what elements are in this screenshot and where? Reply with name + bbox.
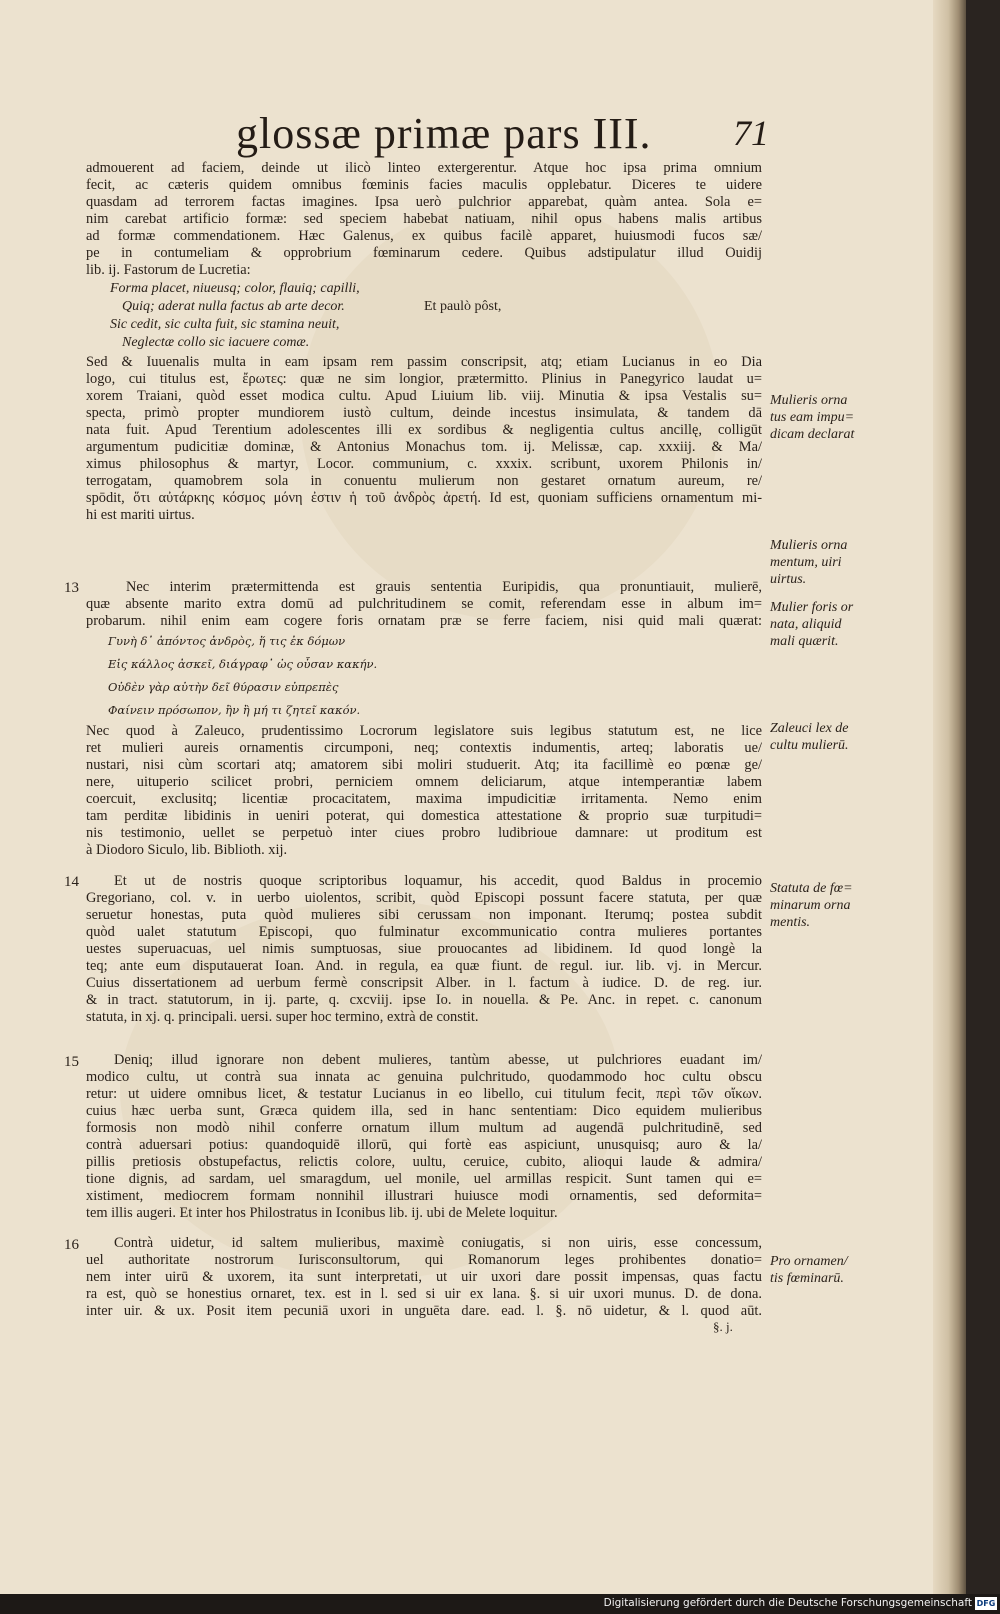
text-line: nere, uituperio scilicet probri, perniciem omnem deliciarum, atque intemperantiæ labem bbox=[86, 774, 762, 790]
running-header bbox=[0, 108, 966, 158]
paragraph-euripides bbox=[86, 579, 762, 630]
text-line: tam perditæ libidinis in ueniri poterat, qui domestica attestatione & proprio suæ turpitudi= bbox=[86, 808, 762, 824]
text-line: Sed & Iuuenalis multa in eam ipsam rem passim conscripsit, atq; etiam Lucianus in eo Dia bbox=[86, 354, 762, 370]
side-note: Pro ornamen/ tis fœminarū. bbox=[770, 1254, 848, 1286]
text-line: cuius hæc uerba sunt, Græca quidem illa, sed in hanc sententiam: Dico equidem mulieribus bbox=[86, 1103, 762, 1119]
text-line: inter uir. & ux. Posit item pecuniā uxori in unguēta dare. ead. l. §. nō uidetur, & l. quod aūt. bbox=[86, 1303, 762, 1319]
verse-line: Forma placet, niueusq; color, flauiq; capilli, bbox=[110, 281, 360, 296]
text-line: contrà aduersari potius: quandoquidē illorū, qui fortè eas aspiciunt, unusquisq; auro & la/ bbox=[86, 1137, 762, 1153]
text-line: nim carebat artificio formæ: sed speciem habebat natiuam, nihil opus habens malis artibus bbox=[86, 211, 762, 227]
text-line: ret mulieri aureis ornamentis circumponi, neq; contextis indumentis, arteq; laboratis ue/ bbox=[86, 740, 762, 756]
greek-verse-line: Οὐδὲν γὰρ αὐτὴν δεῖ θύρασιν εὐπρεπὲς bbox=[108, 680, 339, 694]
text-line: Contrà uidetur, id saltem mulieribus, maximè coniugatis, si non uiris, esse concessum, bbox=[114, 1235, 762, 1251]
text-line: xistiment, mediocrem formam nonnihil illustrari huiusce modi ornamentis, sed deformita= bbox=[86, 1188, 762, 1204]
side-note: Statuta de fœ= minarum orna mentis. bbox=[770, 881, 853, 930]
greek-verse-line: Γυνὴ δ᾽ ἀπόντος ἀνδρὸς, ἥ τις ἐκ δόμων bbox=[108, 634, 346, 648]
text-line: Cuius dissertationem ad uerbum fermè conscripsit Alber. in l. factum à iudice. D. de reg. iur. bbox=[86, 975, 762, 991]
verse-line: Quiq; aderat nulla factus ab arte decor. bbox=[122, 299, 345, 314]
page-edge-shadow bbox=[933, 0, 966, 1594]
text-line: admouerent ad faciem, deinde ut ilicò linteo extergerentur. Atque hoc ipsa prima omnium bbox=[86, 160, 762, 176]
text-line: retur: ut uidere omnibus licet, & testatur Lucianus in eo libello, cui titulum fecit, περὶ τῶν οἴκων. bbox=[86, 1086, 762, 1102]
text-line: tione dignis, ad sardam, uel smaragdum, uel monile, uel armillas respicit. Sunt tamen qui e= bbox=[86, 1171, 762, 1187]
text-line: terrogatam, quamobrem sola in conuentu mulierum non gestaret ornatum aureum, re/ bbox=[86, 473, 762, 489]
text-line: coercuit, exclusitq; licentiæ procacitatem, maxima impudicitiæ irritamenta. Nemo enim bbox=[86, 791, 762, 807]
dfg-logo-icon: DFG bbox=[976, 1599, 996, 1608]
side-note: Mulier foris or nata, aliquid mali quærit. bbox=[770, 600, 854, 649]
section-number: 15 bbox=[64, 1054, 79, 1070]
text-line: tem illis augeri. Et inter hos Philostratus in Iconibus lib. ij. ubi de Melete loquitur. bbox=[86, 1205, 558, 1221]
text-line: modico cultu, ut contrà sua innata ac genuina pulchritudo, quodammodo hoc cultu obscu bbox=[86, 1069, 762, 1085]
paragraph-baldus bbox=[86, 873, 762, 1026]
text-line: ad formæ commendationem. Hæc Galenus, ex quibus facilè apparet, huiusmodi fucos sæ/ bbox=[86, 228, 762, 244]
paragraph-zaleucus bbox=[86, 723, 762, 859]
paragraph-lucianus bbox=[86, 1052, 762, 1222]
text-line: quasdam ad terrorem factas imagines. Ipsa uerò pulchrior apparebat, quàm antea. Sola e= bbox=[86, 194, 762, 210]
text-line: Nec quod à Zaleuco, prudentissimo Locrorum legislatore suis legibus statutum est, ne lice bbox=[86, 723, 762, 739]
side-note: Zaleuci lex de cultu mulierū. bbox=[770, 721, 849, 753]
text-line: ra est, quò se honestius ornaret, tex. est in l. sed si uir ex lana. §. si uir uxori munus. D. de dona. bbox=[86, 1286, 762, 1302]
text-line: seruetur honestas, puta quòd mulieres sibi cerussam non imponant. Iterumq; postea subdit bbox=[86, 907, 762, 923]
text-line: nustari, nisi cùm scortari atq; amatorem sibi moliri studuerit. Atq; ita facillimè eo pœnæ ge/ bbox=[86, 757, 762, 773]
paragraph-contra bbox=[86, 1235, 762, 1320]
catchword: §. j. bbox=[713, 1319, 733, 1334]
text-line: pe in contumeliam & opprobrium fœminarum cedere. Quibus adstipulatur illud Ouidij bbox=[86, 245, 762, 261]
text-line: specta, primò propter mundiorem iustò cultum, deinde incestus insimulata, & tandem dā bbox=[86, 405, 762, 421]
paragraph-iuuenalis bbox=[86, 354, 762, 524]
side-note: Mulieris orna tus eam impu= dicam declarat bbox=[770, 393, 855, 442]
section-number: 16 bbox=[64, 1237, 79, 1253]
text-line: teq; ante eum disputauerat Ioan. And. in regula, ea quæ fiunt. de regul. iur. lib. vj. in Mercur. bbox=[86, 958, 762, 974]
page-number: 71 bbox=[733, 113, 769, 153]
section-number: 14 bbox=[64, 874, 79, 890]
greek-verse-line: Εἰς κάλλος ἀσκεῖ, διάγραφ᾽ ὡς οὖσαν κακήν. bbox=[108, 657, 378, 671]
verse-interjection: Et paulò pôst, bbox=[424, 299, 502, 314]
digitization-footer bbox=[0, 1594, 1000, 1614]
text-line: formosis non modò nihil conferre ornatum illum multum ad augendā pulchritudinē, sed bbox=[86, 1120, 762, 1136]
text-line: Deniq; illud ignorare non debent mulieres, tantùm abesse, ut pulchriores euadant im/ bbox=[114, 1052, 762, 1068]
text-line: xorem Traiani, quòd esset modica cultu. Apud Liuium lib. viij. Minutia & ipsa Vestalis su= bbox=[86, 388, 762, 404]
text-line: lib. ij. Fastorum de Lucretia: bbox=[86, 262, 251, 278]
side-note: Mulieris orna mentum, uiri uirtus. bbox=[770, 538, 848, 587]
text-line: quæ absente marito extra domū ad pulchritudinem se comit, referendam esse in album im= bbox=[86, 596, 762, 612]
running-title: glossæ primæ pars III. bbox=[236, 109, 652, 158]
text-line: & in tract. statutorum, in ij. parte, q. cxcviij. ipse Io. in nouella. & Pe. Anc. in repet. c. canonum bbox=[86, 992, 762, 1008]
verse-line: Sic cedit, sic culta fuit, sic stamina neuit, bbox=[110, 317, 340, 332]
text-line: uestes superuacuas, uel nimis sumptuosas, siue prouocantes ad libidinem. Id quod longè la bbox=[86, 941, 762, 957]
text-line: hi est mariti uirtus. bbox=[86, 507, 195, 523]
paragraph-galenus bbox=[86, 160, 762, 279]
section-number: 13 bbox=[64, 580, 79, 596]
text-line: ximus philosophus & martyr, Locor. communium, c. xxxix. scribunt, uxorem Philonis in/ bbox=[86, 456, 762, 472]
greek-verse-line: Φαίνειν πρόσωπον, ἢν ἢ μή τι ζητεῖ κακόν. bbox=[108, 703, 361, 717]
text-line: pillis pretiosis obstupefactus, relictis colore, uultu, ceruice, cubito, alioqui laude & admira/ bbox=[86, 1154, 762, 1170]
text-line: nem inter uirū & uxorem, ita sunt interpretati, ut uir uxori dare possit impensas, quas factu bbox=[86, 1269, 762, 1285]
text-line: Nec interim prætermittenda est grauis sententia Euripidis, qua pronuntiauit, mulierē, bbox=[126, 579, 762, 595]
text-line: spōdit, ὅτι αὐτάρκης κόσμος μόνη ἐστιν ἡ τοῦ ἀνδρὸς ἀρετή. Id est, quoniam sufficiens ornamentum mi- bbox=[86, 490, 762, 506]
footer-credit: Digitalisierung gefördert durch die Deutsche Forschungsgemeinschaft bbox=[603, 1597, 972, 1609]
text-line: nis testimonio, uellet se perpetuò inter ciues probro ludibrioue damnare: ut proditum est bbox=[86, 825, 762, 841]
text-line: Gregoriano, col. v. in uerbo uiolentos, scribit, quòd Episcopi possunt facere statuta, per quæ bbox=[86, 890, 762, 906]
verse-line: Neglectæ collo sic iacuere comæ. bbox=[122, 335, 310, 350]
text-line: fecit, ac cæteris quidem omnibus fœminis facies maculis opplebatur. Diceres te uidere bbox=[86, 177, 762, 193]
text-line: nata fuit. Apud Terentium adolescentes illi ex sordibus & negligentia cultus ancillę, colligūt bbox=[86, 422, 762, 438]
text-line: statuta, in xj. q. principali. uersi. super hoc termino, extrà de constit. bbox=[86, 1009, 479, 1025]
text-line: probarum. nihil enim eam cogere foris ornatam præ se ferre faciem, nisi quid mali quærat: bbox=[86, 613, 762, 629]
text-line: quòd ualet statutum Episcopi, quo fulminatur excommunicatio contra mulieres portantes bbox=[86, 924, 762, 940]
text-line: argumentum pudicitiæ dominæ, & Antonius Monachus tom. ij. Melissæ, cap. xxxiij. & Ma/ bbox=[86, 439, 762, 455]
text-line: à Diodoro Siculo, lib. Biblioth. xij. bbox=[86, 842, 288, 858]
text-line: uel authoritate nostrorum Iurisconsultorum, qui Romanorum leges prohibentes donatio= bbox=[86, 1252, 762, 1268]
text-line: Et ut de nostris quoque scriptoribus loquamur, his accedit, quod Baldus in procemio bbox=[114, 873, 762, 889]
text-line: logo, cui titulus est, ἔρωτες: quæ ne sim longior, prætermitto. Plinius in Panegyrico laudat u= bbox=[86, 371, 762, 387]
